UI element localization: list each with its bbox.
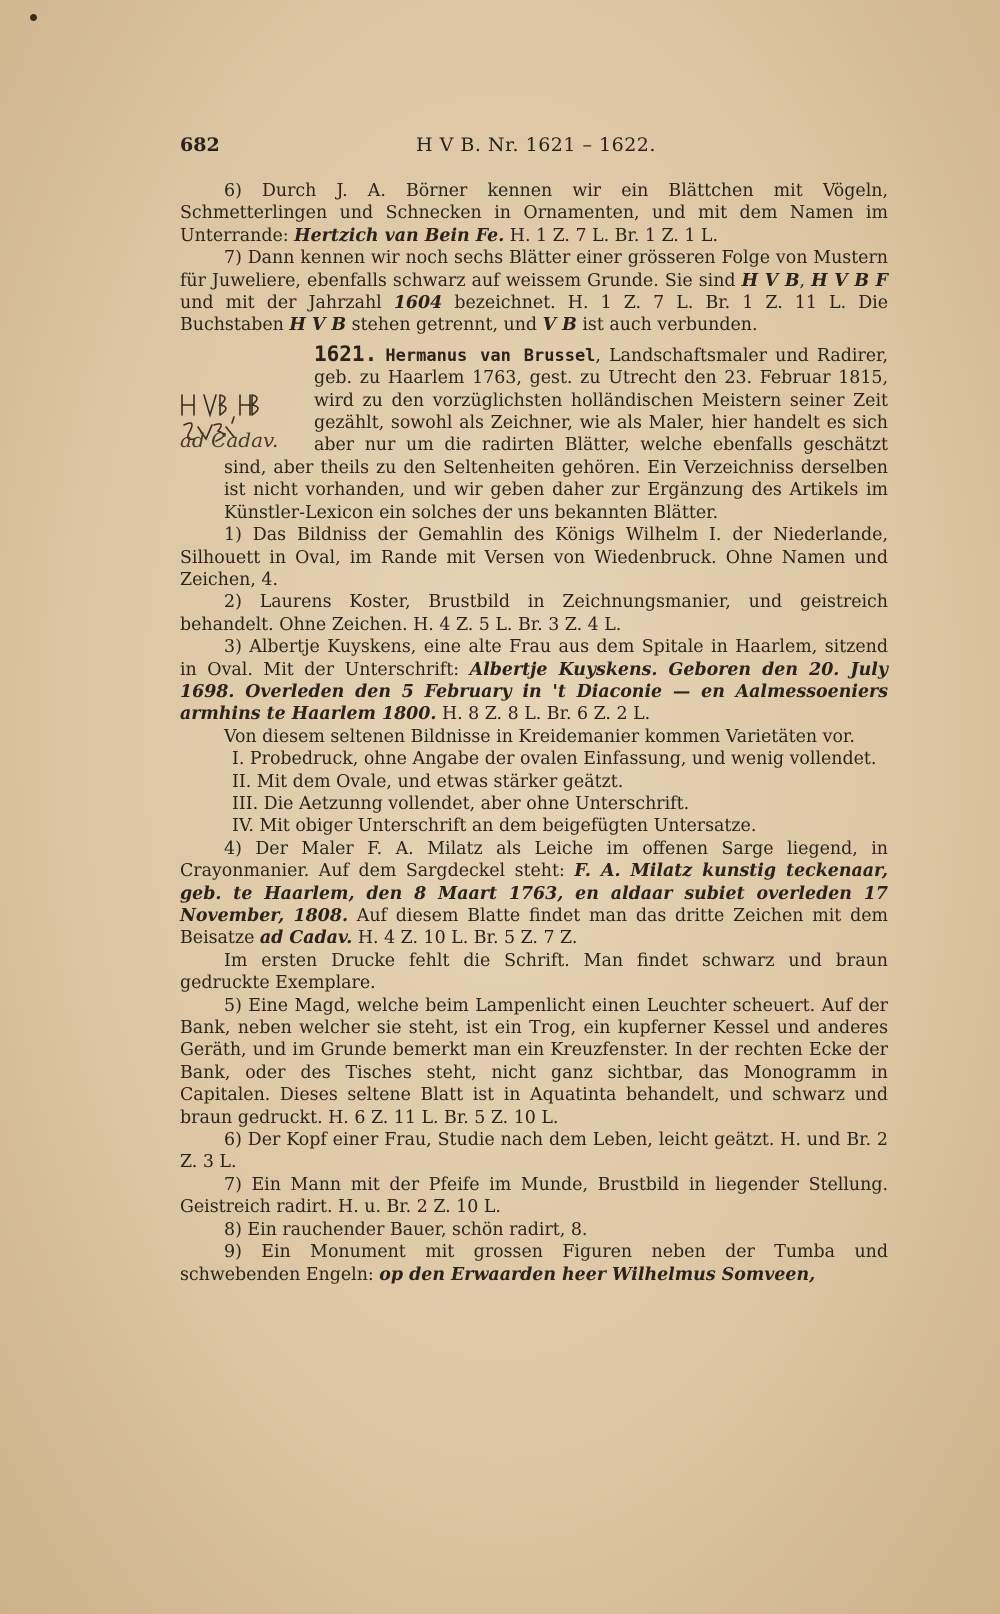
entry-number: 1621. bbox=[314, 341, 378, 366]
running-title: H V B. Nr. 1621 – 1622. bbox=[416, 134, 656, 156]
paragraph-6: 6) Durch J. A. Börner kennen wir ein Blättchen mit Vögeln, Schmetterlingen und Schnecken in Ornamenten, und mit dem Namen im Unterrande: Hertzich van Bein Fe. H. 1 Z. 7 L. Br. 1 Z. 1 L. bbox=[180, 181, 888, 246]
page-body bbox=[180, 180, 888, 1286]
item-7: 7) Ein Mann mit der Pfeife im Munde, Brustbild in liegender Stellung. Geistreich radirt. H. u. Br. 2 Z. 10 L. bbox=[180, 1174, 888, 1218]
entry-intro: 1621. Hermanus van Brussel, Landschaftsmaler und Radirer, geb. zu Haarlem 1763, gest. zu Utrecht den 23. Februar 1815, wird zu den vorzüglichsten holländischen Meistern seiner Zeit gezählt, sowohl als Zeichner, wie als Maler, hier handelt es sich aber nur um die radirten Blätter, welche ebenfalls geschätzt sind, aber theils zu den Seltenheiten gehören. Ein Verzeichniss derselben ist nicht vorhanden, und wir geben daher zur Ergänzung des Artikels im Künstler-Lexicon ein solches der uns bekannten Blätter. bbox=[224, 341, 888, 523]
variety-3: III. Die Aetzunng vollendet, aber ohne Unterschrift. bbox=[232, 793, 690, 814]
entry-1621 bbox=[180, 343, 888, 524]
item-9: 9) Ein Monument mit grossen Figuren neben der Tumba und schwebenden Engeln: op den Erwaarden heer Wilhelmus Somveen, bbox=[180, 1242, 888, 1285]
item-2: 2) Laurens Koster, Brustbild in Zeichnungsmanier, und geistreich behandelt. Ohne Zeichen. H. 4 Z. 5 L. Br. 3 Z. 4 L. bbox=[180, 592, 888, 635]
ink-spot bbox=[30, 14, 37, 21]
monogram-figure bbox=[180, 345, 308, 457]
item-5: 5) Eine Magd, welche beim Lampenlicht einen Leuchter scheuert. Auf der Bank, neben welcher sie steht, ist ein Trog, ein kupferner Kessel und anderes Geräth, und im Grunde bemerkt man ein Kreuzfenster. In der rechten Ecke der Bank, oder des Tisches steht, nicht ganz sichtbar, das Monogramm in Capitalen. Dieses seltene Blatt ist in Aquatinta behandelt, und schwarz und braun gedruckt. H. 6 Z. 11 L. Br. 5 Z. 10 L. bbox=[180, 995, 888, 1128]
item-6: 6) Der Kopf einer Frau, Studie nach dem Leben, leicht geätzt. H. und Br. 2 Z. 3 L. bbox=[180, 1130, 888, 1173]
item-4: 4) Der Maler F. A. Milatz als Leiche im offenen Sarge liegend, in Crayonmanier. Auf dem Sargdeckel steht: F. A. Milatz kunstig teckenaar, geb. te Haarlem, den 8 Maart 1763, en aldaar subiet overleden 17 November, 1808. Auf diesem Blatte findet man das dritte Zeichen mit dem Beisatze ad Cadav. H. 4 Z. 10 L. Br. 5 Z. 7 Z. bbox=[180, 838, 888, 949]
running-header bbox=[180, 134, 890, 162]
paragraph-7: 7) Dann kennen wir noch sechs Blätter einer grösseren Folge von Mustern für Juweliere, ebenfalls schwarz auf weissem Grunde. Sie sind H V B, H V B F und mit der Jahrzahl 1604 bezeichnet. H. 1 Z. 7 L. Br. 1 Z. 11 L. Die Buchstaben H V B stehen getrennt, und V B ist auch verbunden. bbox=[180, 248, 889, 336]
monogram-caption: ad Cadav. bbox=[180, 427, 279, 452]
item-1: 1) Das Bildniss der Gemahlin des Königs Wilhelm I. der Niederlande, Silhouett in Oval, im Rande mit Versen von Wiedenbruck. Ohne Namen und Zeichen, 4. bbox=[180, 525, 888, 590]
item-3-varieties: Von diesem seltenen Bildnisse in Kreidemanier kommen Varietäten vor. bbox=[224, 726, 855, 747]
item-3: 3) Albertje Kuyskens, eine alte Frau aus dem Spitale in Haarlem, sitzend in Oval. Mit der Unterschrift: Albertje Kuyskens. Geboren den 20. July 1698. Overleden den 5 February in 't Diaconie — en Aalmessoeniers armhins te Haarlem 1800. H. 8 Z. 8 L. Br. 6 Z. 2 L. bbox=[180, 637, 889, 725]
item-4-note: Im ersten Drucke fehlt die Schrift. Man findet schwarz und braun gedruckte Exemplare. bbox=[180, 950, 888, 994]
item-8: 8) Ein rauchender Bauer, schön radirt, 8. bbox=[224, 1219, 588, 1240]
artist-name: Hermanus van Brussel bbox=[385, 345, 596, 366]
page-number: 682 bbox=[180, 134, 220, 156]
variety-1: I. Probedruck, ohne Angabe der ovalen Einfassung, und wenig vollendet. bbox=[232, 749, 877, 770]
variety-2: II. Mit dem Ovale, und etwas stärker geätzt. bbox=[232, 771, 624, 792]
variety-4: IV. Mit obiger Unterschrift an dem beigefügten Untersatze. bbox=[232, 816, 757, 837]
